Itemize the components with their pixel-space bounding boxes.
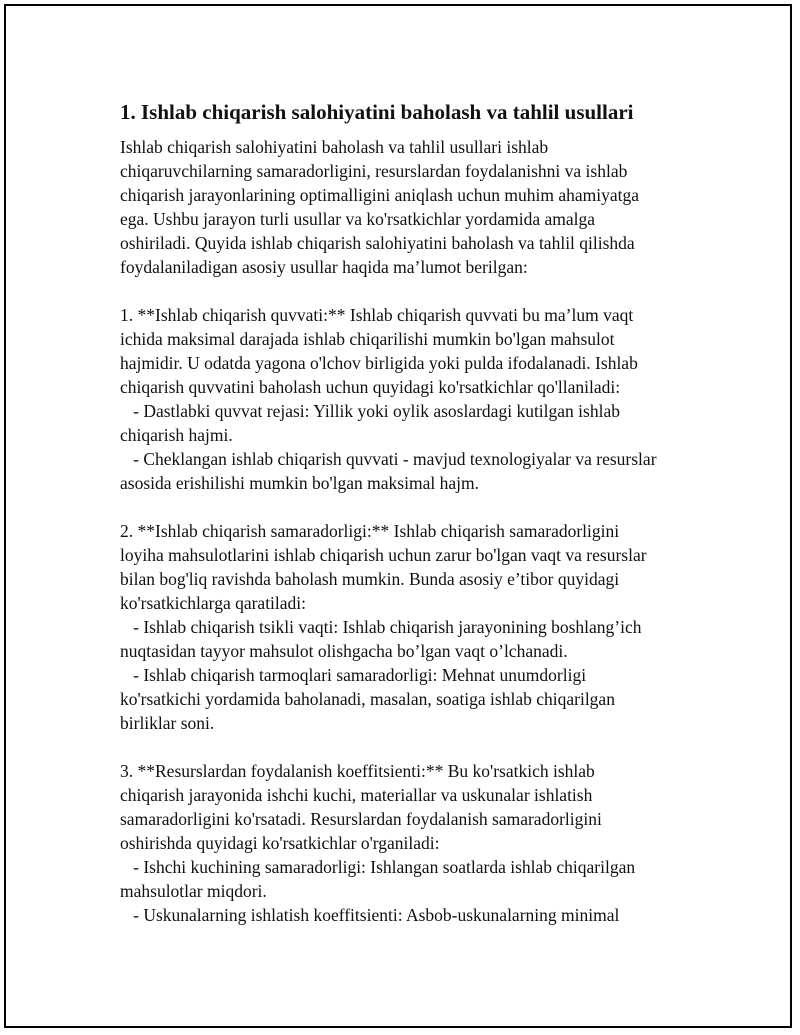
text-line: 3. **Resurslardan foydalanish koeffitsienti:** Bu ko'rsatkich ishlab (120, 761, 595, 781)
text-line: bilan bog'liq ravishda baholash mumkin. Bunda asosiy e’tibor quyidagi (120, 569, 620, 589)
text-line: birliklar soni. (120, 713, 215, 733)
text-line: 2. **Ishlab chiqarish samaradorligi:** Ishlab chiqarish samaradorligini (120, 521, 620, 541)
text-line: - Uskunalarning ishlatish koeffitsienti: Asbob-uskunalarning minimal (120, 905, 620, 925)
document-content (120, 98, 700, 927)
text-line: - Dastlabki quvvat rejasi: Yillik yoki oylik asoslardagi kutilgan ishlab (120, 401, 620, 421)
text-line: chiqarish hajmi. (120, 425, 233, 445)
text-line: ega. Ushbu jarayon turli usullar va ko'rsatkichlar yordamida amalga (120, 209, 596, 229)
text-line: samaradorligini ko'rsatadi. Resurslardan foydalanish samaradorligini (120, 809, 602, 829)
text-line: mahsulotlar miqdori. (120, 881, 267, 901)
text-line: - Ishlab chiqarish tsikli vaqti: Ishlab chiqarish jarayonining boshlang’ich (120, 617, 642, 637)
text-line: oshiriladi. Quyida ishlab chiqarish salohiyatini baholash va tahlil qilishda (120, 233, 635, 253)
document-title: 1. Ishlab chiqarish salohiyatini baholash va tahlil usullari (120, 100, 634, 124)
text-line: hajmidir. U odatda yagona o'lchov birligida yoki pulda ifodalanadi. Ishlab (120, 353, 638, 373)
paragraph-gap (120, 279, 700, 303)
text-line: chiqarish jarayonida ishchi kuchi, materiallar va uskunalar ishlatish (120, 785, 593, 805)
text-line: oshirishda quyidagi ko'rsatkichlar o'rganiladi: (120, 833, 440, 853)
text-line: Ishlab chiqarish salohiyatini baholash va tahlil usullari ishlab (120, 137, 549, 157)
text-line: chiqarish quvvatini baholash uchun quyidagi ko'rsatkichlar qo'llaniladi: (120, 377, 621, 397)
document-page (4, 4, 792, 1028)
text-line: foydalaniladigan asosiy usullar haqida ma’lumot berilgan: (120, 257, 528, 277)
text-line: 1. **Ishlab chiqarish quvvati:** Ishlab chiqarish quvvati bu ma’lum vaqt (120, 305, 634, 325)
text-line: ko'rsatkichlarga qaratiladi: (120, 593, 307, 613)
text-line: nuqtasidan tayyor mahsulot olishgacha bo’lgan vaqt o’lchanadi. (120, 641, 568, 661)
text-line: - Ishlab chiqarish tarmoqlari samaradorligi: Mehnat unumdorligi (120, 665, 587, 685)
paragraph-gap (120, 735, 700, 759)
text-line: chiqarish jarayonlarining optimalligini aniqlash uchun muhim ahamiyatga (120, 185, 640, 205)
paragraph-gap (120, 495, 700, 519)
text-line: chiqaruvchilarning samaradorligini, resurslardan foydalanishni va ishlab (120, 161, 628, 181)
text-line: asosida erishilishi mumkin bo'lgan maksimal hajm. (120, 473, 479, 493)
text-line: - Cheklangan ishlab chiqarish quvvati - mavjud texnologiyalar va resurslar (120, 449, 657, 469)
text-line: - Ishchi kuchining samaradorligi: Ishlangan soatlarda ishlab chiqarilgan (120, 857, 636, 877)
document-body (120, 135, 700, 927)
text-line: loyiha mahsulotlarini ishlab chiqarish uchun zarur bo'lgan vaqt va resurslar (120, 545, 647, 565)
text-line: ko'rsatkichi yordamida baholanadi, masalan, soatiga ishlab chiqarilgan (120, 689, 615, 709)
text-line: ichida maksimal darajada ishlab chiqarilishi mumkin bo'lgan mahsulot (120, 329, 615, 349)
